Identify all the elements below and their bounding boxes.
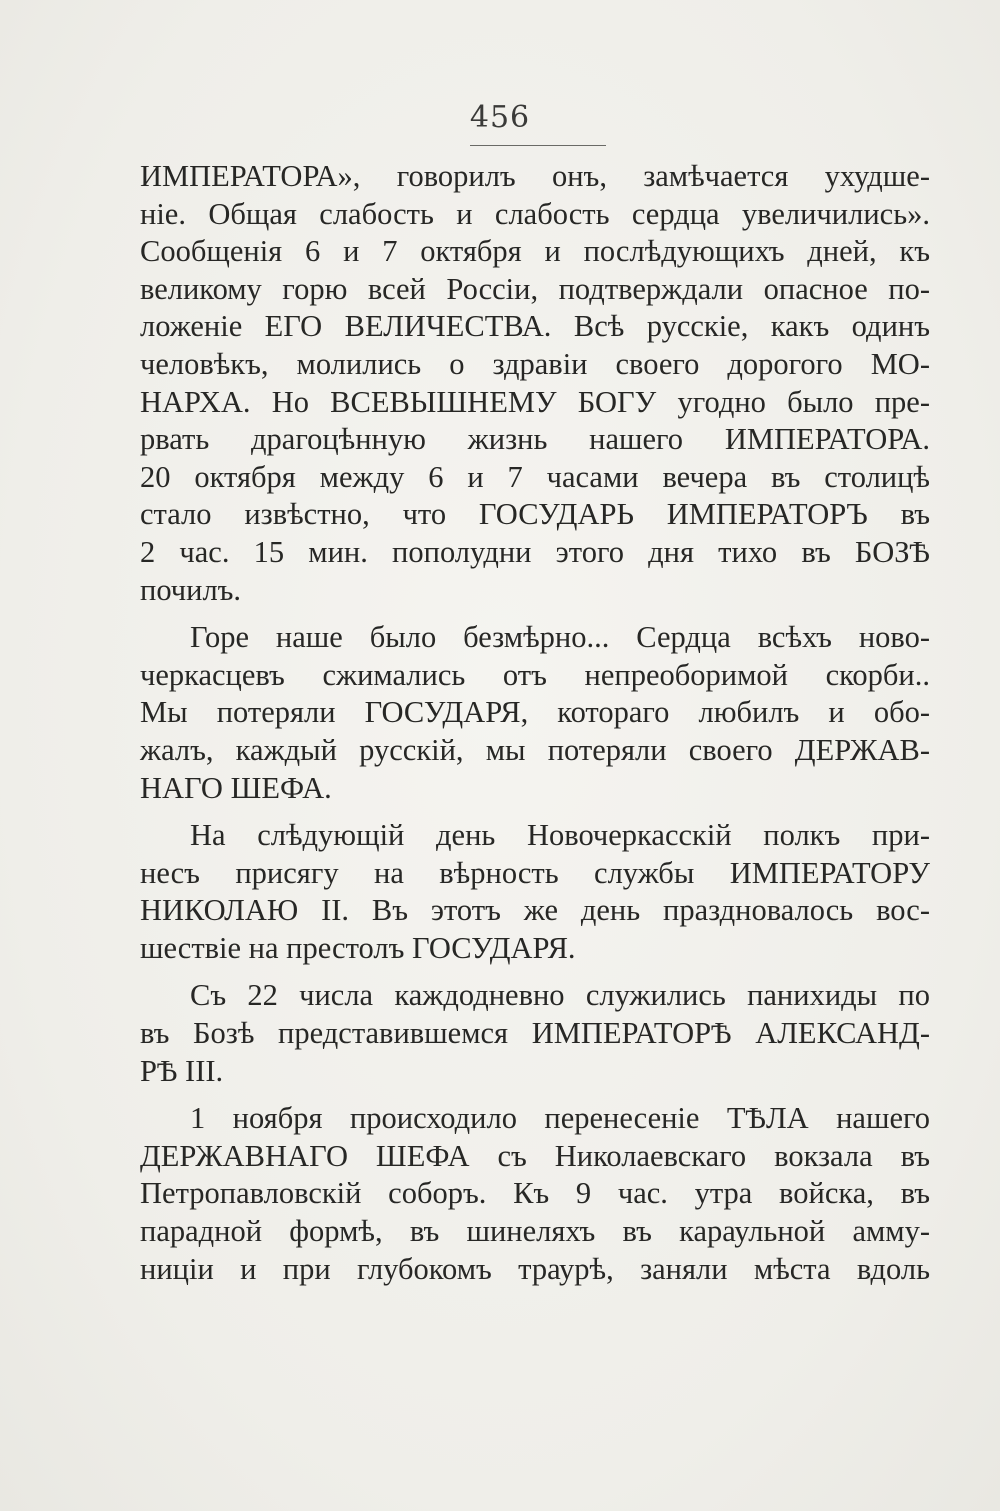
body-text xyxy=(140,158,930,1288)
text-line: ИМПЕРАТОРА», говорилъ онъ, замѣчается ухудше- xyxy=(140,159,930,193)
text-line: великому горю всей Россіи, подтверждали опасное по- xyxy=(140,271,930,306)
text-line: Съ 22 числа каждодневно служились панихиды по xyxy=(190,978,930,1013)
text-line: Горе наше было безмѣрно... Сердца всѣхъ ново- xyxy=(190,620,930,655)
text-line: Петропавловскій соборъ. Къ 9 час. утра войска, въ xyxy=(140,1176,930,1211)
text-line: несъ присягу на вѣрность службы ИМПЕРАТОРУ xyxy=(140,855,930,890)
paragraph-4 xyxy=(140,977,930,1090)
text-line: черкасцевъ сжимались отъ непреоборимой скорби.. xyxy=(140,657,930,692)
page-number: 456 xyxy=(469,100,531,135)
paragraph-5 xyxy=(140,1100,930,1288)
text-line: Мы потеряли ГОСУДАРЯ, котораго любилъ и обо- xyxy=(140,695,930,730)
text-line: ложеніе ЕГО ВЕЛИЧЕСТВА. Всѣ русскіе, какъ одинъ xyxy=(140,309,930,344)
text-line: человѣкъ, молились о здравіи своего дорогого МО- xyxy=(140,346,930,381)
text-line: На слѣдующій день Новочеркасскій полкъ при- xyxy=(190,818,930,853)
text-line: ниціи и при глубокомъ траурѣ, заняли мѣста вдоль xyxy=(140,1251,930,1286)
text-line: 1 ноября происходило перенесеніе ТѢЛА нашего xyxy=(190,1101,930,1136)
header-rule xyxy=(470,145,606,146)
text-line: почилъ. xyxy=(140,572,242,607)
paragraph-2 xyxy=(140,619,930,807)
text-line: стало извѣстно, что ГОСУДАРЬ ИМПЕРАТОРЪ въ xyxy=(140,497,930,532)
text-line: НАРХА. Но ВСЕВЫШНЕМУ БОГУ угодно было пре- xyxy=(140,384,930,419)
paragraph-1 xyxy=(140,158,930,609)
text-line: РѢ III. xyxy=(140,1053,224,1088)
text-line: въ Бозѣ представившемся ИМПЕРАТОРѢ АЛЕКСАНД- xyxy=(140,1016,930,1051)
text-line: ніе. Общая слабость и слабость сердца увеличились». xyxy=(140,196,930,231)
paragraph-3 xyxy=(140,817,930,967)
text-line: парадной формѣ, въ шинеляхъ въ караульной амму- xyxy=(140,1214,930,1249)
text-line: Сообщенія 6 и 7 октября и послѣдующихъ дней, къ xyxy=(140,234,930,269)
text-line: ДЕРЖАВНАГО ШЕФА съ Николаевскаго вокзала въ xyxy=(140,1138,930,1173)
text-line: НАГО ШЕФА. xyxy=(140,770,332,805)
text-line: шествіе на престолъ ГОСУДАРЯ. xyxy=(140,930,576,965)
text-line: рвать драгоцѣнную жизнь нашего ИМПЕРАТОРА. xyxy=(140,422,930,457)
text-line: НИКОЛАЮ II. Въ этотъ же день праздновалось вос- xyxy=(140,893,930,928)
text-line: 2 час. 15 мин. пополудни этого дня тихо въ БОЗѢ xyxy=(140,534,930,569)
text-line: жалъ, каждый русскій, мы потеряли своего ДЕРЖАВ- xyxy=(140,732,930,767)
text-line: 20 октября между 6 и 7 часами вечера въ столицѣ xyxy=(140,459,930,494)
